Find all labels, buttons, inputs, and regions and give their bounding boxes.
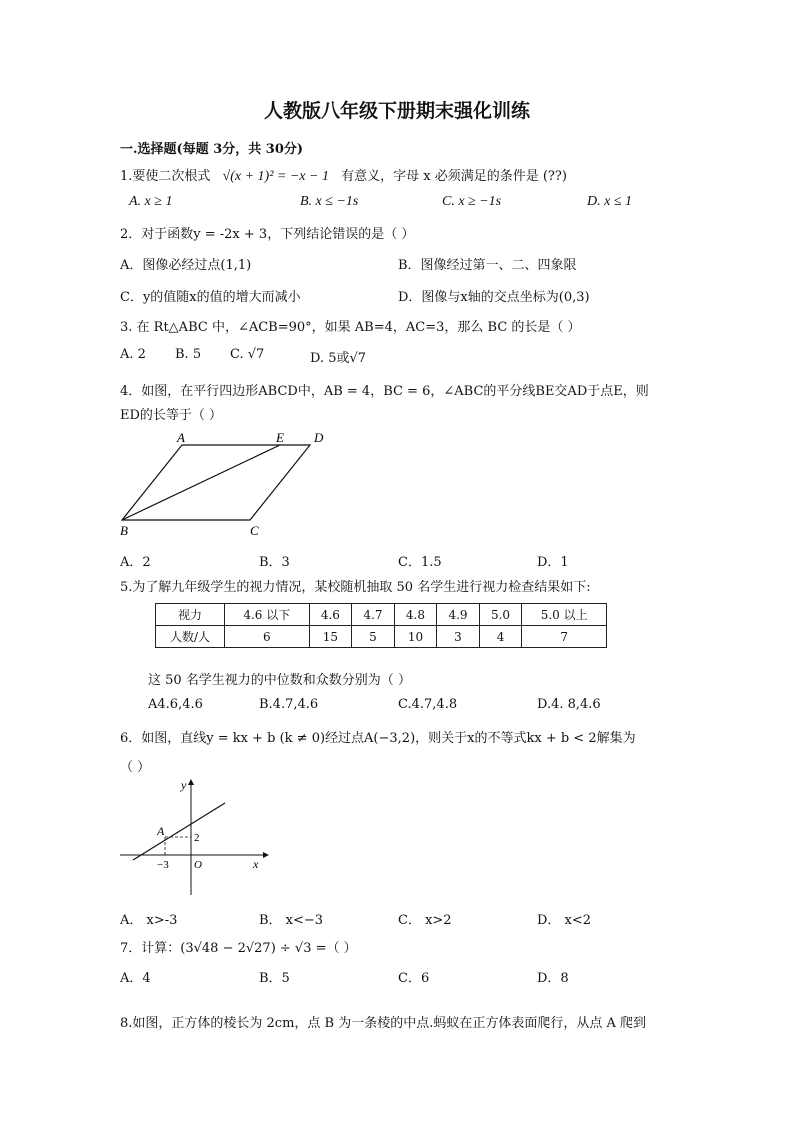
q5-option-a: A4.6,4.6 <box>148 697 203 712</box>
q4-option-c: C．1.5 <box>398 555 442 570</box>
q6-option-d: D． x<2 <box>537 913 592 928</box>
q5-option-d: D.4. 8,4.6 <box>537 697 601 712</box>
q6-option-c: C． x>2 <box>398 913 452 928</box>
q1-stem-text: 1.要使二次根式 <box>120 169 211 184</box>
q1-option-b: B. x ≤ −1s <box>300 194 359 209</box>
q7-option-c: C．6 <box>398 971 430 986</box>
q2-option-a: A．图像必经过点(1,1) <box>120 258 252 273</box>
q1-tail: 有意义，字母 x 必须满足的条件是 (??) <box>341 169 567 184</box>
q8-stem: 8.如图，正方体的棱长为 2cm，点 B 为一条棱的中点.蚂蚁在正方体表面爬行，从点 A 爬到 <box>120 1016 647 1031</box>
vision-table <box>155 603 607 648</box>
table-cell: 7 <box>522 626 607 648</box>
table-cell: 4.7 <box>352 604 395 626</box>
table-cell: 4.8 <box>394 604 437 626</box>
q2-stem: 2．对于函数y = -2x + 3，下列结论错误的是（ ） <box>120 227 415 242</box>
q5-question: 这 50 名学生视力的中位数和众数分别为（ ） <box>148 673 411 688</box>
y-axis-arrow <box>188 779 194 785</box>
q1-option-c: C. x ≥ −1s <box>442 194 502 209</box>
q6-paren: （ ） <box>120 760 151 775</box>
table-cell: 5.0 <box>479 604 522 626</box>
q4-option-b: B．3 <box>259 555 290 570</box>
table-cell: 15 <box>309 626 352 648</box>
q3-stem: 3. 在 Rt△ABC 中，∠ACB=90°，如果 AB=4，AC=3，那么 BC 的长是（ ） <box>120 320 581 335</box>
label-b: B <box>120 523 128 538</box>
q1-option-a: A. x ≥ 1 <box>129 194 173 209</box>
q3-option-d: D. 5或√7 <box>310 351 367 366</box>
label-y: y <box>181 778 187 792</box>
q2-option-d: D．图像与x轴的交点坐标为(0,3) <box>398 290 590 305</box>
q5-stem: 5.为了解九年级学生的视力情况，某校随机抽取 50 名学生进行视力检查结果如下: <box>120 580 591 595</box>
table-cell: 4.6 以下 <box>225 604 310 626</box>
q1-option-d: D. x ≤ 1 <box>587 194 633 209</box>
table-cell: 3 <box>437 626 480 648</box>
label-neg3: −3 <box>157 859 169 871</box>
line-y-kx-b <box>133 803 225 860</box>
q1-expression: √(x + 1)² = −x − 1 <box>222 169 329 184</box>
label-d: D <box>314 430 324 445</box>
section-heading: 一.选择题(每题 3分，共 30分) <box>120 142 304 157</box>
table-cell: 视力 <box>156 604 225 626</box>
q6-stem: 6．如图，直线y = kx + b (k ≠ 0)经过点A(−3,2)，则关于x的不等式kx + b < 2解集为 <box>120 731 636 746</box>
bisector-be <box>122 445 280 520</box>
table-cell: 5 <box>352 626 395 648</box>
q2-option-c: C．y的值随x的值的增大而减小 <box>120 290 301 305</box>
x-axis-arrow <box>263 852 269 858</box>
table-cell: 5.0 以上 <box>522 604 607 626</box>
table-cell: 4.9 <box>437 604 480 626</box>
q5-option-b: B.4.7,4.6 <box>259 697 319 712</box>
label-2: 2 <box>194 832 200 844</box>
q3-option-c: C. √7 <box>230 347 265 362</box>
label-e: E <box>276 430 284 445</box>
q7-option-d: D．8 <box>537 971 569 986</box>
label-o: O <box>194 859 202 871</box>
table-cell: 6 <box>225 626 310 648</box>
label-a: A <box>177 430 185 445</box>
label-a: A <box>157 824 165 838</box>
page-title: 人教版八年级下册期末强化训练 <box>263 100 530 122</box>
table-cell: 4.6 <box>309 604 352 626</box>
label-x: x <box>253 857 259 871</box>
line-graph-figure <box>115 775 275 900</box>
label-c: C <box>250 523 259 538</box>
q4-stem-continued: ED的长等于（ ） <box>120 408 223 423</box>
table-cell: 人数/人 <box>156 626 225 648</box>
q2-option-b: B．图像经过第一、二、四象限 <box>398 258 577 273</box>
q4-stem: 4．如图，在平行四边形ABCD中，AB = 4，BC = 6，∠ABC的平分线BE交AD于点E，则 <box>120 384 649 399</box>
q3-option-a: A. 2 <box>120 347 146 362</box>
q1-stem <box>120 165 567 185</box>
q4-option-d: D．1 <box>537 555 569 570</box>
table-header-row <box>156 604 607 626</box>
parallelogram-abcd <box>122 445 310 520</box>
table-row <box>156 626 607 648</box>
q6-option-b: B． x<−3 <box>259 913 324 928</box>
table-cell: 10 <box>394 626 437 648</box>
q7-stem: 7．计算：(3√48 − 2√27) ÷ √3 =（ ） <box>120 941 357 956</box>
q7-option-b: B．5 <box>259 971 290 986</box>
table-cell: 4 <box>479 626 522 648</box>
q3-option-b: B. 5 <box>175 347 202 362</box>
q4-option-a: A．2 <box>120 555 151 570</box>
q6-option-a: A． x>-3 <box>120 913 178 928</box>
parallelogram-figure <box>110 425 350 545</box>
q5-option-c: C.4.7,4.8 <box>398 697 458 712</box>
q7-option-a: A．4 <box>120 971 151 986</box>
